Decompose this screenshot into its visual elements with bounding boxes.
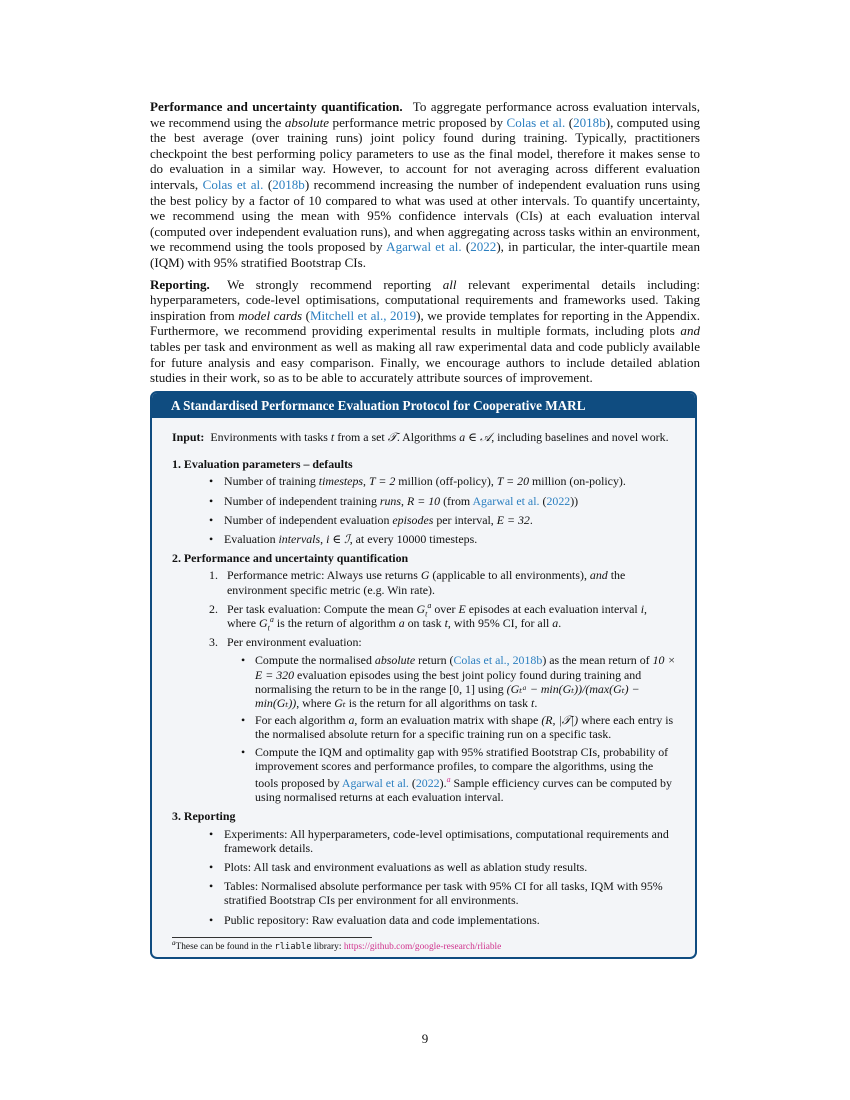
list-item: • Number of independent training runs, R = 10 (from Agarwal et al. (2022)) [224,494,679,508]
citation-link[interactable]: Colas et al. [506,114,566,130]
list-item: 3. Per environment evaluation: • Compute the normalised absolute return (Colas et al., 2018b) as the mean return of 10 × E = 320 evaluation episodes using the best joint policy found during training and normalising the return to be in the range [0, 1] using (Gₜᵃ − min(Gₜ))/(max(Gₜ) − min(Gₜ)), where Gₜ is the return for all algorithms on task t. • For each algorithm a, form an evaluation matrix with shape (R, |𝒯|) where each entry is the normalised absolute return for a specific training run on a specific task. • Compute the IQM and optimality gap with 95% stratified Bootstrap CIs, probability of improvement scores and performance profiles, to compare the algorithms, using the tools proposed by Agarwal et al. (2022).$^a$ Sample efficiency curves can be computed by using normalised returns at each evaluation interval. [227,635,679,804]
list-item: • Public repository: Raw evaluation data and code implementations. [224,913,679,927]
citation-link[interactable]: 2022 [470,239,497,255]
footnote-marker[interactable]: a [446,775,451,785]
footnote-url-link[interactable]: https://github.com/google-research/rliable [343,941,502,952]
paragraph-performance: Performance and uncertainty quantification. To aggregate performance across evaluation intervals, we recommend using the absolute performance metric proposed by Colas et al. (2018b), computed using the best average (over training runs) joint policy found during training. Typically, practitioners checkpoint the best performing policy parameters to use as the final model, therefore it makes sense to do evaluation in a similar way. However, to account for not averaging across different evaluation intervals, Colas et al. (2018b) recommend increasing the number of independent evaluation runs using the best policy by a factor of 10 compared to what was used at other intervals. To quantify uncertainty, we recommend using the mean with 95% confidence intervals (CIs) at each evaluation interval (computed over independent evaluation runs), and when aggregating across tasks within an environment, we recommend using the tools proposed by Agarwal et al. (2022), in particular, the inter-quartile mean (IQM) with 95% stratified Bootstrap CIs. [150,99,701,270]
list-item: • Tables: Normalised absolute performance per task with 95% CI for all tasks, IQM with 95% stratified Bootstrap CIs per environment for all environments. [224,879,679,907]
body-text [150,99,700,392]
reporting-list [172,827,679,927]
per-environment-sublist [227,653,679,804]
footnote-divider [172,937,372,938]
list-item: • Compute the IQM and optimality gap with 95% stratified Bootstrap CIs, probability of improvement scores and performance profiles, to compare the algorithms, using the tools proposed by Agarwal et al. (2022).$^a$ Sample efficiency curves can be computed by using normalised returns at each evaluation interval. [255,745,679,805]
evaluation-parameters-list [172,474,679,546]
list-item: • Compute the normalised absolute return (Colas et al., 2018b) as the mean return of 10 × E = 320 evaluation episodes using the best joint policy found during training and normalising the return to be in the range [0, 1] using (Gₜᵃ − min(Gₜ))/(max(Gₜ) − min(Gₜ)), where Gₜ is the return for all algorithms on task t. [255,653,679,710]
run-in-heading: Performance and uncertainty quantification. [150,99,403,114]
list-item: • Plots: All task and environment evaluations as well as ablation study results. [224,860,679,874]
list-item: 1. Performance metric: Always use returns G (applicable to all environments), and the environment specific metric (e.g. Win rate). [209,568,626,597]
protocol-box-title: A Standardised Performance Evaluation Protocol for Cooperative MARL [152,393,695,418]
list-item: • Evaluation intervals, i ∈ ℐ, at every 10000 timesteps. [224,532,679,546]
list-item: • For each algorithm a, form an evaluation matrix with shape (R, |𝒯|) where each entry is the normalised absolute return for a specific training run on a specific task. [255,713,679,741]
citation-link[interactable]: 2018b [573,114,606,130]
list-item: • Number of training timesteps, T = 2 million (off-policy), T = 20 million (on-policy). [224,474,679,488]
list-item: • Number of independent evaluation episodes per interval, E = 32. [224,513,679,527]
list-item: • Experiments: All hyperparameters, code-level optimisations, computational requirements and framework details. [224,827,679,855]
citation-link[interactable]: 2018b [272,176,305,192]
citation-link[interactable]: Colas et al. [202,176,264,192]
input-line: Input: Environments with tasks t from a set 𝒯. Algorithms a ∈ 𝒜, including baselines and novel work. [172,430,669,444]
footnote: $^a$These can be found in the rliable library: https://github.com/google-research/rliable [172,938,502,952]
section-reporting: 3. Reporting [172,809,236,824]
paragraph-reporting: Reporting. We strongly recommend reporting all relevant experimental details including: hyperparameters, code-level optimisations, computational requirements and frameworks used. Taking inspiration from model cards (Mitchell et al., 2019), we provide templates for reporting in the Appendix. Furthermore, we recommend providing experimental results in multiple formats, including plots and tables per task and environment as well as making all raw experimental data and code publicly available for future analysis and easy comparison. Finally, we encourage authors to include detailed ablation studies in their work, so as to be able to accurately attribute sources of improvement. [150,276,700,386]
citation-link[interactable]: 2022 [415,776,440,791]
citation-link[interactable]: Colas et al., 2018b [453,653,543,668]
list-item: 2. Per task evaluation: Compute the mean $G_t^a$ over E episodes at each evaluation interval i, where $G_t^a$ is the return of algorithm a on task t, with 95% CI, for all a. [209,600,648,633]
citation-link[interactable]: Mitchell et al., 2019 [309,307,417,323]
run-in-heading: Reporting. [150,276,210,292]
section-performance-uncertainty: 2. Performance and uncertainty quantification [172,551,409,566]
citation-link[interactable]: Agarwal et al. [386,239,462,255]
section-evaluation-parameters: 1. Evaluation parameters – defaults [172,457,353,472]
performance-steps-list [172,568,679,804]
citation-link[interactable]: Agarwal et al. [341,776,409,791]
page-number: 9 [421,1031,429,1046]
citation-link[interactable]: Agarwal et al. [472,493,540,508]
citation-link[interactable]: 2022 [546,493,571,508]
protocol-box [150,391,697,959]
